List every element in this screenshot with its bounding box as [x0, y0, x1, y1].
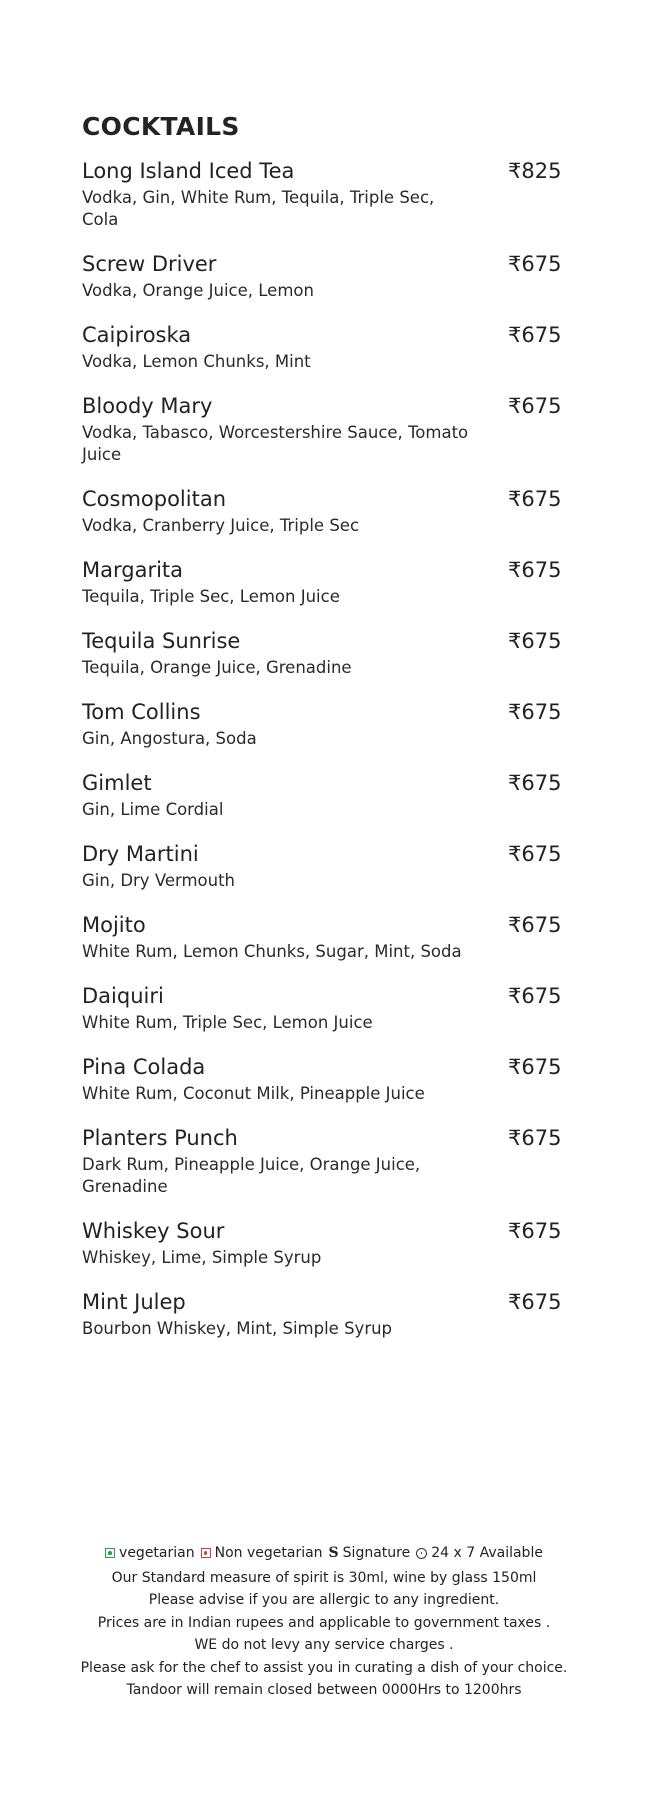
- menu-item-description: Vodka, Tabasco, Worcestershire Sauce, Tomato Juice: [82, 423, 469, 464]
- menu-item-name: Daiquiri: [82, 984, 164, 1008]
- menu-item-price: ₹675: [508, 1126, 562, 1150]
- menu-item-header: [82, 1289, 564, 1316]
- cocktail-menu: [82, 112, 564, 1360]
- menu-item-header: [82, 1054, 564, 1081]
- non-vegetarian-icon: [201, 1548, 211, 1558]
- menu-item-price: ₹675: [508, 1055, 562, 1079]
- menu-item-header: [82, 699, 564, 726]
- menu-item: [82, 322, 564, 373]
- menu-item-name: Cosmopolitan: [82, 487, 227, 511]
- vegetarian-icon: [105, 1548, 115, 1558]
- menu-item-name: Screw Driver: [82, 252, 217, 276]
- footer-note: Our Standard measure of spirit is 30ml, wine by glass 150ml: [111, 1569, 537, 1586]
- menu-item: [82, 770, 564, 821]
- menu-item: [82, 983, 564, 1034]
- menu-item-price: ₹675: [508, 629, 562, 653]
- menu-item-header: [82, 1125, 564, 1152]
- menu-item: [82, 486, 564, 537]
- menu-item-description: Gin, Lime Cordial: [82, 800, 224, 819]
- menu-item: [82, 1054, 564, 1105]
- menu-item: [82, 393, 564, 466]
- legend-veg-label: vegetarian: [119, 1545, 195, 1561]
- menu-item-price: ₹675: [508, 1219, 562, 1243]
- menu-item-header: [82, 557, 564, 584]
- menu-item-price: ₹675: [508, 1290, 562, 1314]
- legend-signature: [329, 1542, 411, 1565]
- menu-item-name: Mojito: [82, 913, 146, 937]
- menu-item-price: ₹675: [508, 771, 562, 795]
- legend-signature-label: Signature: [342, 1545, 411, 1561]
- menu-item-description: Vodka, Orange Juice, Lemon: [82, 281, 314, 300]
- menu-item-name: Tequila Sunrise: [82, 629, 241, 653]
- legend-nonveg-label: Non vegetarian: [214, 1545, 323, 1561]
- legend: [0, 1542, 648, 1565]
- menu-item-price: ₹675: [508, 913, 562, 937]
- menu-item-header: [82, 486, 564, 513]
- menu-item-price: ₹675: [508, 252, 562, 276]
- menu-item-price: ₹675: [508, 323, 562, 347]
- menu-item: [82, 1289, 564, 1340]
- menu-item: [82, 251, 564, 302]
- menu-item-price: ₹825: [508, 159, 562, 183]
- footer-note: WE do not levy any service charges .: [194, 1637, 454, 1653]
- menu-item: [82, 1218, 564, 1269]
- menu-item: [82, 1125, 564, 1198]
- menu-item-price: ₹675: [508, 558, 562, 582]
- menu-item-price: ₹675: [508, 394, 562, 418]
- menu-item: [82, 912, 564, 963]
- menu-item-header: [82, 393, 564, 420]
- footer-note: Prices are in Indian rupees and applicable to government taxes .: [97, 1614, 551, 1631]
- footer-notes: [0, 1567, 648, 1702]
- menu-item-header: [82, 251, 564, 278]
- menu-item-price: ₹675: [508, 700, 562, 724]
- menu-item-header: [82, 841, 564, 868]
- menu-item-description: Dark Rum, Pineapple Juice, Orange Juice, Grenadine: [82, 1155, 421, 1196]
- clock-icon: [416, 1548, 427, 1559]
- menu-item-name: Pina Colada: [82, 1055, 206, 1079]
- menu-item-price: ₹675: [508, 487, 562, 511]
- menu-item-name: Margarita: [82, 558, 184, 582]
- footer-note: Please ask for the chef to assist you in curating a dish of your choice.: [80, 1659, 568, 1676]
- menu-item-description: Whiskey, Lime, Simple Syrup: [82, 1248, 322, 1267]
- menu-item-header: [82, 158, 564, 185]
- menu-item-header: [82, 322, 564, 349]
- menu-item-description: Vodka, Lemon Chunks, Mint: [82, 352, 311, 371]
- menu-item-header: [82, 628, 564, 655]
- menu-item-price: ₹675: [508, 984, 562, 1008]
- menu-footer: [0, 1542, 648, 1702]
- menu-item-name: Tom Collins: [82, 700, 201, 724]
- section-title: COCKTAILS: [82, 112, 240, 141]
- menu-item-description: Tequila, Orange Juice, Grenadine: [82, 658, 352, 677]
- menu-item: [82, 557, 564, 608]
- menu-item-name: Gimlet: [82, 771, 152, 795]
- signature-icon: S: [328, 1545, 339, 1561]
- menu-item: [82, 699, 564, 750]
- menu-item-description: White Rum, Coconut Milk, Pineapple Juice: [82, 1084, 425, 1103]
- menu-item-description: Vodka, Cranberry Juice, Triple Sec: [82, 516, 360, 535]
- legend-available: [416, 1542, 543, 1565]
- menu-item: [82, 841, 564, 892]
- menu-item-name: Dry Martini: [82, 842, 199, 866]
- menu-item-name: Bloody Mary: [82, 394, 213, 418]
- menu-item-header: [82, 983, 564, 1010]
- legend-nonveg: [201, 1542, 323, 1565]
- menu-item-name: Long Island Iced Tea: [82, 159, 295, 183]
- footer-note: Please advise if you are allergic to any ingredient.: [148, 1592, 500, 1608]
- menu-item-description: Gin, Dry Vermouth: [82, 871, 236, 890]
- menu-item-description: Vodka, Gin, White Rum, Tequila, Triple Sec, Cola: [82, 188, 435, 229]
- menu-item-description: White Rum, Lemon Chunks, Sugar, Mint, Soda: [82, 942, 462, 961]
- menu-item-header: [82, 1218, 564, 1245]
- menu-item-name: Caipiroska: [82, 323, 192, 347]
- legend-veg: [105, 1542, 195, 1565]
- menu-item-description: White Rum, Triple Sec, Lemon Juice: [82, 1013, 373, 1032]
- menu-item-description: Tequila, Triple Sec, Lemon Juice: [82, 587, 340, 606]
- menu-item-name: Whiskey Sour: [82, 1219, 225, 1243]
- menu-item: [82, 158, 564, 231]
- menu-item-description: Gin, Angostura, Soda: [82, 729, 257, 748]
- menu-item-header: [82, 770, 564, 797]
- footer-note: Tandoor will remain closed between 0000Hrs to 1200hrs: [126, 1682, 522, 1698]
- menu-item-name: Mint Julep: [82, 1290, 186, 1314]
- menu-items-list: [82, 158, 564, 1340]
- menu-item-name: Planters Punch: [82, 1126, 238, 1150]
- menu-item-description: Bourbon Whiskey, Mint, Simple Syrup: [82, 1319, 393, 1338]
- legend-available-label: 24 x 7 Available: [431, 1545, 543, 1561]
- menu-item: [82, 628, 564, 679]
- menu-item-price: ₹675: [508, 842, 562, 866]
- menu-item-header: [82, 912, 564, 939]
